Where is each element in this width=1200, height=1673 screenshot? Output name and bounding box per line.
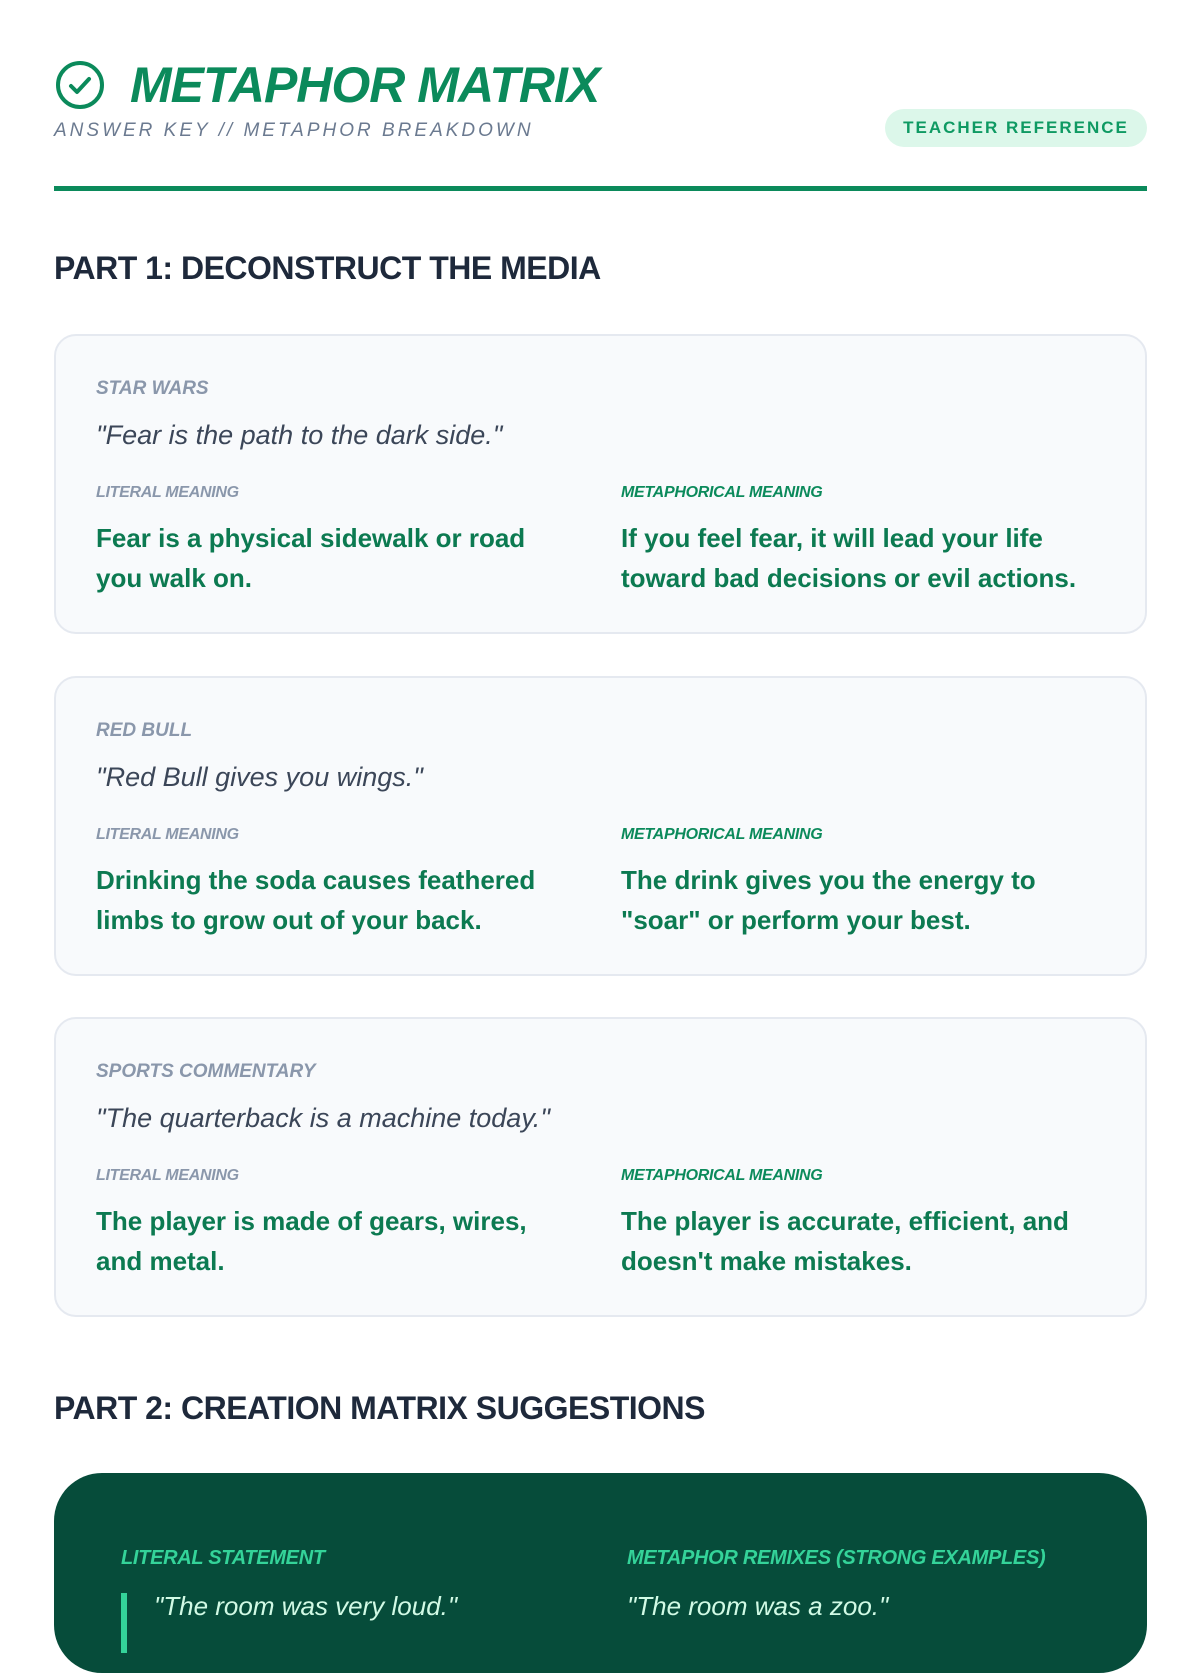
literal-column	[96, 484, 576, 598]
literal-text: Drinking the soda causes feathered limbs to grow out of your back.	[96, 865, 536, 935]
metaphorical-label: METAPHORICAL MEANING	[621, 484, 823, 501]
teacher-reference-badge: TEACHER REFERENCE	[885, 109, 1147, 147]
metaphorical-text: The drink gives you the energy to "soar" or perform your best.	[621, 865, 1036, 935]
media-card-star-wars	[54, 334, 1147, 634]
literal-text: The player is made of gears, wires, and metal.	[96, 1206, 527, 1276]
metaphorical-column	[621, 826, 1101, 940]
metaphorical-column	[621, 484, 1101, 598]
page-title: METAPHOR MATRIX	[130, 57, 600, 113]
media-card-sports-commentary	[54, 1017, 1147, 1317]
literal-statement-text: "The room was very loud."	[154, 1591, 458, 1621]
metaphorical-label: METAPHORICAL MEANING	[621, 826, 823, 843]
metaphor-remix-text: "The room was a zoo."	[627, 1591, 889, 1621]
literal-column	[96, 826, 576, 940]
check-circle-icon	[54, 59, 106, 111]
metaphorical-column	[621, 1167, 1101, 1281]
metaphorical-text: The player is accurate, efficient, and doesn't make mistakes.	[621, 1206, 1069, 1276]
metaphor-remixes-label: METAPHOR REMIXES (STRONG EXAMPLES)	[627, 1547, 1046, 1569]
media-card-red-bull	[54, 676, 1147, 976]
metaphorical-text: If you feel fear, it will lead your life toward bad decisions or evil actions.	[621, 523, 1077, 593]
literal-label: LITERAL MEANING	[96, 1167, 239, 1184]
page-header	[54, 56, 1147, 196]
part1-title: PART 1: DECONSTRUCT THE MEDIA	[54, 250, 601, 286]
media-source: SPORTS COMMENTARY	[96, 1061, 316, 1082]
metaphorical-label: METAPHORICAL MEANING	[621, 1167, 823, 1184]
literal-text: Fear is a physical sidewalk or road you walk on.	[96, 523, 526, 593]
media-source: RED BULL	[96, 720, 193, 741]
literal-label: LITERAL MEANING	[96, 826, 239, 843]
literal-column	[96, 1167, 576, 1281]
title-row	[54, 56, 1147, 114]
literal-label: LITERAL MEANING	[96, 484, 239, 501]
literal-accent-bar	[121, 1593, 127, 1653]
page-subtitle: ANSWER KEY // METAPHOR BREAKDOWN	[54, 120, 534, 141]
media-quote: "Fear is the path to the dark side."	[96, 420, 503, 450]
header-divider	[54, 186, 1147, 191]
media-source: STAR WARS	[96, 378, 209, 399]
literal-statement-label: LITERAL STATEMENT	[121, 1547, 325, 1569]
media-quote: "The quarterback is a machine today."	[96, 1103, 550, 1133]
media-quote: "Red Bull gives you wings."	[96, 762, 423, 792]
creation-matrix	[54, 1473, 1147, 1673]
part2-title: PART 2: CREATION MATRIX SUGGESTIONS	[54, 1390, 705, 1426]
